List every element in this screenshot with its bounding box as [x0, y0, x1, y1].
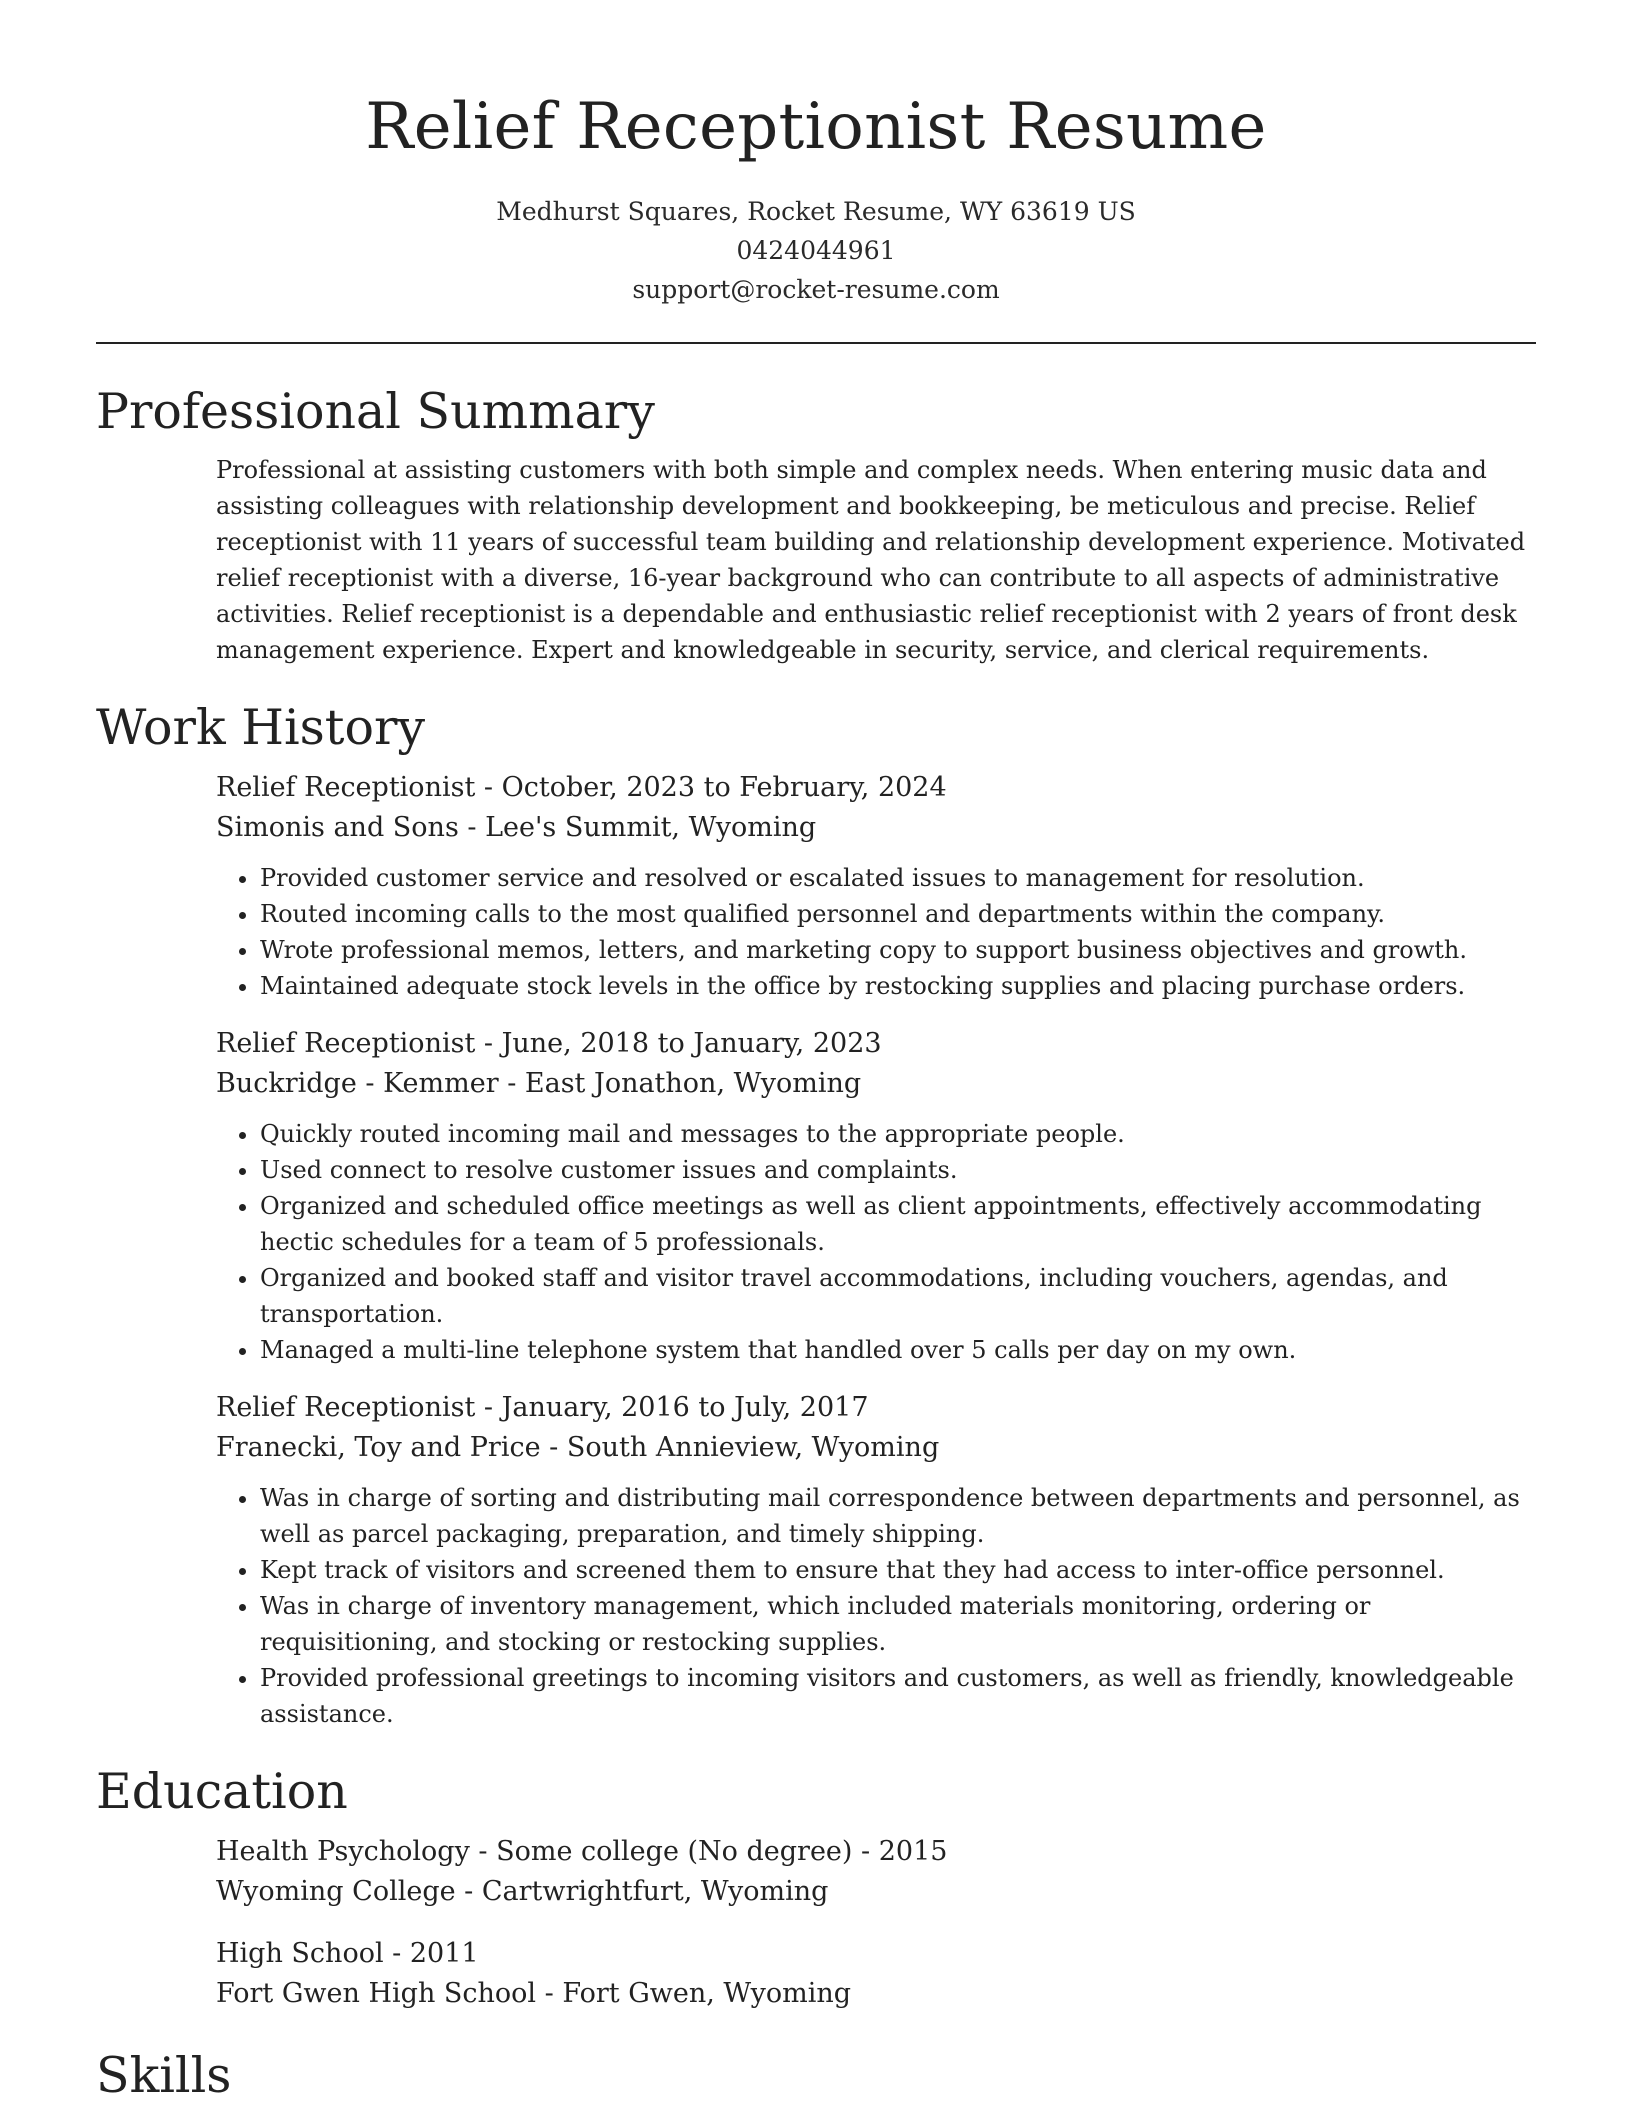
job-role: Relief Receptionist: [216, 1392, 476, 1423]
job-bullets: [216, 1116, 1536, 1368]
skills-section: [96, 2036, 1536, 2116]
job-bullet: • Wrote professional memos, letters, and marketing copy to support business objectives and growth.: [260, 932, 1536, 968]
summary-text: Professional at assisting customers with both simple and complex needs. When entering music data and assisting colleagues with relationship development and bookkeeping, be meticulous and precise. Relief receptionist with 11 years of successful team building and relationship development experience. Motivated relief receptionist with a diverse, 16-year background who can contribute to all aspects of administrative activities. Relief receptionist is a dependable and enthusiastic relief receptionist with 2 years of front desk management experience. Expert and knowledgeable in security, service, and clerical requirements.: [216, 456, 1526, 664]
job-company-line: [216, 1064, 1536, 1104]
education-school: Wyoming College: [216, 1876, 456, 1907]
address: Medhurst Squares, Rocket Resume, WY 63619 US: [496, 197, 1136, 226]
job-bullet: • Quickly routed incoming mail and messages to the appropriate people.: [260, 1116, 1536, 1152]
job-role: Relief Receptionist: [216, 772, 476, 803]
education-entry: [216, 1832, 1536, 1912]
job-title-line: [216, 768, 1536, 808]
job-location: - East Jonathon, Wyoming: [498, 1068, 862, 1099]
job-dates: - January, 2016 to July, 2017: [475, 1392, 869, 1423]
job-company-line: [216, 808, 1536, 848]
job-bullet: • Provided professional greetings to incoming visitors and customers, as well as friendly, knowledgeable assistance.: [260, 1660, 1536, 1732]
job-bullet: • Organized and scheduled office meetings as well as client appointments, effectively accommodating hectic schedules for a team of 5 professionals.: [260, 1188, 1536, 1260]
job-entry: [216, 768, 1536, 1004]
education-degree-line: [216, 1832, 1536, 1872]
job-bullet: • Organized and booked staff and visitor travel accommodations, including vouchers, agendas, and transportation.: [260, 1260, 1536, 1332]
education-entry: [216, 1934, 1536, 2014]
email: support@rocket-resume.com: [632, 275, 1000, 304]
job-bullet: • Used connect to resolve customer issues and complaints.: [260, 1152, 1536, 1188]
resume-title: Relief Receptionist Resume: [365, 90, 1267, 164]
job-bullets: [216, 1480, 1536, 1732]
job-bullet: • Was in charge of inventory management, which included materials monitoring, ordering or requisitioning, and stocking or restocking supplies.: [260, 1588, 1536, 1660]
job-bullet: • Maintained adequate stock levels in the office by restocking supplies and placing purchase orders.: [260, 968, 1536, 1004]
job-company-line: [216, 1428, 1536, 1468]
education-field: High School: [216, 1938, 384, 1969]
job-entry: [216, 1024, 1536, 1368]
phone: 0424044961: [736, 236, 896, 265]
work-history-section: [96, 688, 1536, 1732]
education-degree-line: [216, 1934, 1536, 1974]
education-school: Fort Gwen High School: [216, 1978, 537, 2009]
job-bullets: [216, 860, 1536, 1004]
contact-block: [0, 192, 1632, 309]
summary-heading: Professional Summary: [96, 383, 655, 440]
education-location: - Cartwrightfurt, Wyoming: [455, 1876, 829, 1907]
job-bullet: • Kept track of visitors and screened them to ensure that they had access to inter-office personnel.: [260, 1552, 1536, 1588]
job-bullet: • Routed incoming calls to the most qualified personnel and departments within the company.: [260, 896, 1536, 932]
education-heading: Education: [96, 1763, 348, 1820]
job-dates: - June, 2018 to January, 2023: [475, 1028, 882, 1059]
job-title-line: [216, 1388, 1536, 1428]
job-bullet: • Was in charge of sorting and distributing mail correspondence between departments and personnel, as well as parcel packaging, preparation, and timely shipping.: [260, 1480, 1536, 1552]
education-detail: - 2011: [383, 1938, 479, 1969]
job-company: Buckridge - Kemmer: [216, 1068, 499, 1099]
summary-section: [96, 372, 1536, 668]
job-dates: - October, 2023 to February, 2024: [475, 772, 947, 803]
skills-heading: Skills: [96, 2047, 232, 2104]
education-location: - Fort Gwen, Wyoming: [536, 1978, 852, 2009]
job-role: Relief Receptionist: [216, 1028, 476, 1059]
header-divider: [96, 342, 1536, 344]
resume-content: [96, 372, 1536, 2116]
education-school-line: [216, 1872, 1536, 1912]
job-entry: [216, 1388, 1536, 1732]
job-title-line: [216, 1024, 1536, 1064]
work-history-heading: Work History: [96, 699, 426, 756]
education-field: Health Psychology: [216, 1836, 470, 1867]
education-section: [96, 1752, 1536, 2014]
education-detail: - Some college (No degree) - 2015: [469, 1836, 948, 1867]
job-location: - South Annieview, Wyoming: [540, 1432, 940, 1463]
job-location: - Lee's Summit, Wyoming: [458, 812, 817, 843]
job-bullet: • Provided customer service and resolved or escalated issues to management for resolution.: [260, 860, 1536, 896]
job-company: Franecki, Toy and Price: [216, 1432, 541, 1463]
job-bullet: • Managed a multi-line telephone system that handled over 5 calls per day on my own.: [260, 1332, 1536, 1368]
education-school-line: [216, 1974, 1536, 2014]
resume-header: [0, 0, 1632, 309]
job-company: Simonis and Sons: [216, 812, 459, 843]
